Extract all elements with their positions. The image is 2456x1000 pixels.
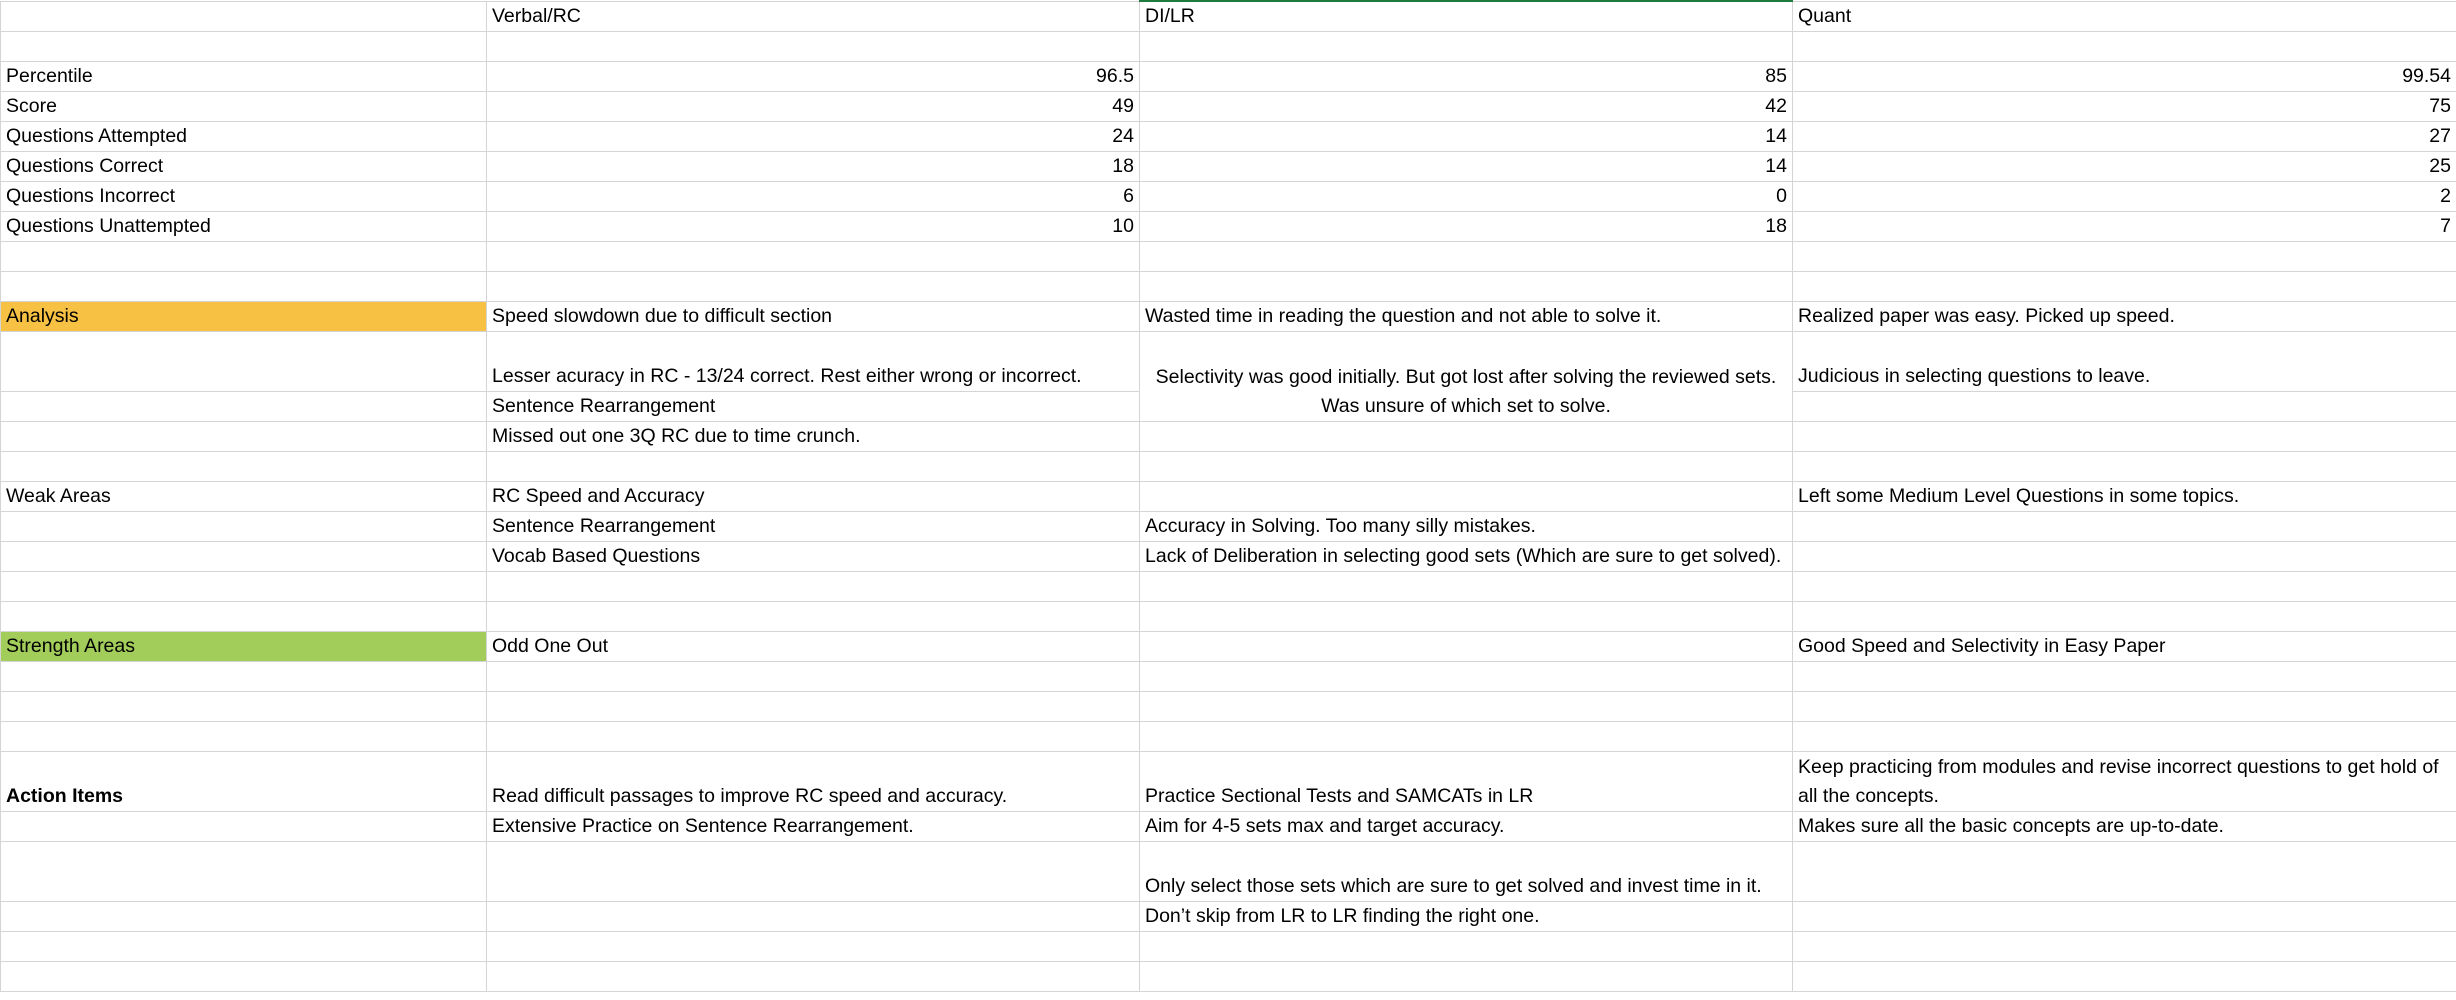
metric-value-quant[interactable]: 2 bbox=[1793, 182, 2456, 212]
action-verbal-cell[interactable]: Read difficult passages to improve RC speed and accuracy. bbox=[487, 752, 1140, 812]
blank-row bbox=[1, 662, 2456, 692]
empty-cell[interactable] bbox=[1793, 602, 2456, 632]
empty-cell[interactable] bbox=[1140, 422, 1793, 452]
strength-areas-label[interactable]: Strength Areas bbox=[1, 632, 487, 662]
analysis-quant-cell[interactable]: Judicious in selecting questions to leave. bbox=[1793, 332, 2456, 392]
empty-cell[interactable] bbox=[1, 452, 487, 482]
weak-areas-label[interactable]: Weak Areas bbox=[1, 482, 487, 512]
weak-areas-row bbox=[1, 542, 2456, 572]
action-items-row bbox=[1, 812, 2456, 842]
metric-value-verbal[interactable]: 49 bbox=[487, 92, 1140, 122]
column-header-quant[interactable]: Quant bbox=[1793, 1, 2456, 32]
empty-cell[interactable] bbox=[1793, 902, 2456, 932]
metric-value-dilr[interactable]: 18 bbox=[1140, 212, 1793, 242]
empty-cell[interactable] bbox=[1140, 482, 1793, 512]
action-quant-cell[interactable]: Keep practicing from modules and revise incorrect questions to get hold of all the concepts. bbox=[1793, 752, 2456, 812]
empty-cell[interactable] bbox=[1793, 662, 2456, 692]
metric-value-quant[interactable]: 99.54 bbox=[1793, 62, 2456, 92]
empty-cell[interactable] bbox=[1, 602, 487, 632]
empty-cell[interactable] bbox=[1793, 272, 2456, 302]
analysis-row bbox=[1, 422, 2456, 452]
metric-label[interactable]: Questions Attempted bbox=[1, 122, 487, 152]
empty-cell[interactable] bbox=[1, 662, 487, 692]
empty-cell[interactable] bbox=[1793, 542, 2456, 572]
empty-cell[interactable] bbox=[487, 692, 1140, 722]
metric-label[interactable]: Questions Unattempted bbox=[1, 212, 487, 242]
empty-cell[interactable] bbox=[1793, 722, 2456, 752]
empty-cell[interactable] bbox=[487, 242, 1140, 272]
analysis-dilr-cell[interactable]: Selectivity was good initially. But got lost after solving the reviewed sets. Was unsure of which set to solve. bbox=[1140, 332, 1793, 422]
metric-value-dilr[interactable]: 85 bbox=[1140, 62, 1793, 92]
empty-cell[interactable] bbox=[1140, 962, 1793, 992]
empty-cell[interactable] bbox=[487, 842, 1140, 902]
empty-cell[interactable] bbox=[487, 932, 1140, 962]
empty-cell[interactable] bbox=[487, 272, 1140, 302]
empty-cell[interactable] bbox=[1, 962, 487, 992]
empty-cell[interactable] bbox=[487, 572, 1140, 602]
empty-cell[interactable] bbox=[1140, 932, 1793, 962]
weak-dilr-cell[interactable]: Lack of Deliberation in selecting good sets (Which are sure to get solved). bbox=[1140, 542, 1793, 572]
empty-cell[interactable] bbox=[1, 902, 487, 932]
metric-value-dilr[interactable]: 42 bbox=[1140, 92, 1793, 122]
metric-value-dilr[interactable]: 14 bbox=[1140, 122, 1793, 152]
empty-cell[interactable] bbox=[1140, 452, 1793, 482]
empty-cell[interactable] bbox=[1793, 572, 2456, 602]
analysis-dilr-cell[interactable]: Wasted time in reading the question and not able to solve it. bbox=[1140, 302, 1793, 332]
weak-dilr-cell[interactable]: Accuracy in Solving. Too many silly mistakes. bbox=[1140, 512, 1793, 542]
metric-value-verbal[interactable]: 10 bbox=[487, 212, 1140, 242]
empty-cell[interactable] bbox=[1140, 572, 1793, 602]
weak-quant-cell[interactable]: Left some Medium Level Questions in some topics. bbox=[1793, 482, 2456, 512]
empty-cell[interactable] bbox=[1140, 662, 1793, 692]
analysis-verbal-cell[interactable]: Missed out one 3Q RC due to time crunch. bbox=[487, 422, 1140, 452]
empty-cell[interactable] bbox=[1, 932, 487, 962]
weak-areas-row bbox=[1, 512, 2456, 542]
empty-cell[interactable] bbox=[1, 332, 487, 392]
empty-cell[interactable] bbox=[487, 32, 1140, 62]
action-dilr-cell[interactable]: Practice Sectional Tests and SAMCATs in LR bbox=[1140, 752, 1793, 812]
empty-cell[interactable] bbox=[1, 272, 487, 302]
analysis-row bbox=[1, 302, 2456, 332]
analysis-verbal-cell[interactable]: Lesser acuracy in RC - 13/24 correct. Rest either wrong or incorrect. bbox=[487, 332, 1140, 392]
weak-verbal-cell[interactable]: Vocab Based Questions bbox=[487, 542, 1140, 572]
blank-row bbox=[1, 602, 2456, 632]
metric-label[interactable]: Questions Incorrect bbox=[1, 182, 487, 212]
strength-quant-cell[interactable]: Good Speed and Selectivity in Easy Paper bbox=[1793, 632, 2456, 662]
empty-cell[interactable] bbox=[1, 242, 487, 272]
empty-cell[interactable] bbox=[1, 512, 487, 542]
strength-verbal-cell[interactable]: Odd One Out bbox=[487, 632, 1140, 662]
empty-cell[interactable] bbox=[1793, 962, 2456, 992]
action-dilr-cell[interactable]: Don’t skip from LR to LR finding the right one. bbox=[1140, 902, 1793, 932]
empty-cell[interactable] bbox=[1, 392, 487, 422]
empty-cell[interactable] bbox=[1793, 452, 2456, 482]
empty-cell[interactable] bbox=[487, 962, 1140, 992]
empty-cell[interactable] bbox=[1140, 272, 1793, 302]
column-header-dilr[interactable]: DI/LR bbox=[1140, 1, 1793, 32]
empty-cell[interactable] bbox=[1140, 632, 1793, 662]
empty-cell[interactable] bbox=[1140, 692, 1793, 722]
weak-verbal-cell[interactable]: Sentence Rearrangement bbox=[487, 512, 1140, 542]
action-items-row bbox=[1, 752, 2456, 812]
empty-cell[interactable] bbox=[1793, 392, 2456, 422]
metric-row-attempted bbox=[1, 122, 2456, 152]
empty-cell[interactable] bbox=[1793, 32, 2456, 62]
metric-row-unattempted bbox=[1, 212, 2456, 242]
metric-row-score bbox=[1, 92, 2456, 122]
analysis-quant-cell[interactable]: Realized paper was easy. Picked up speed. bbox=[1793, 302, 2456, 332]
metric-label[interactable]: Score bbox=[1, 92, 487, 122]
metric-label[interactable]: Questions Correct bbox=[1, 152, 487, 182]
metric-value-quant[interactable]: 75 bbox=[1793, 92, 2456, 122]
empty-cell[interactable] bbox=[487, 722, 1140, 752]
metric-row-incorrect bbox=[1, 182, 2456, 212]
blank-row bbox=[1, 962, 2456, 992]
strength-areas-row bbox=[1, 632, 2456, 662]
action-items-row bbox=[1, 842, 2456, 902]
metric-row-correct bbox=[1, 152, 2456, 182]
metric-value-verbal[interactable]: 18 bbox=[487, 152, 1140, 182]
blank-row bbox=[1, 272, 2456, 302]
empty-cell[interactable] bbox=[1140, 602, 1793, 632]
metric-value-quant[interactable]: 25 bbox=[1793, 152, 2456, 182]
empty-cell[interactable] bbox=[1, 722, 487, 752]
analysis-label[interactable]: Analysis bbox=[1, 302, 487, 332]
empty-cell[interactable] bbox=[1, 32, 487, 62]
empty-cell[interactable] bbox=[1793, 512, 2456, 542]
empty-cell[interactable] bbox=[1, 812, 487, 842]
empty-cell[interactable] bbox=[1, 572, 487, 602]
blank-row bbox=[1, 932, 2456, 962]
column-header-verbal[interactable]: Verbal/RC bbox=[487, 1, 1140, 32]
empty-cell[interactable] bbox=[1793, 842, 2456, 902]
metric-value-quant[interactable]: 27 bbox=[1793, 122, 2456, 152]
metric-value-dilr[interactable]: 14 bbox=[1140, 152, 1793, 182]
empty-cell[interactable] bbox=[1793, 932, 2456, 962]
metric-row-percentile bbox=[1, 62, 2456, 92]
action-dilr-cell[interactable]: Aim for 4-5 sets max and target accuracy. bbox=[1140, 812, 1793, 842]
empty-cell[interactable] bbox=[1793, 692, 2456, 722]
empty-cell[interactable] bbox=[487, 452, 1140, 482]
metric-label[interactable]: Percentile bbox=[1, 62, 487, 92]
header-cell-empty[interactable] bbox=[1, 1, 487, 32]
metric-value-dilr[interactable]: 0 bbox=[1140, 182, 1793, 212]
empty-cell[interactable] bbox=[487, 662, 1140, 692]
empty-cell[interactable] bbox=[1, 692, 487, 722]
weak-verbal-cell[interactable]: RC Speed and Accuracy bbox=[487, 482, 1140, 512]
empty-cell[interactable] bbox=[1140, 722, 1793, 752]
blank-row bbox=[1, 692, 2456, 722]
blank-row bbox=[1, 452, 2456, 482]
empty-cell[interactable] bbox=[1, 422, 487, 452]
blank-row bbox=[1, 722, 2456, 752]
empty-cell[interactable] bbox=[1793, 422, 2456, 452]
action-dilr-cell[interactable]: Only select those sets which are sure to get solved and invest time in it. bbox=[1140, 842, 1793, 902]
empty-cell[interactable] bbox=[1140, 32, 1793, 62]
blank-row bbox=[1, 32, 2456, 62]
empty-cell[interactable] bbox=[487, 602, 1140, 632]
blank-row bbox=[1, 572, 2456, 602]
action-verbal-cell[interactable]: Extensive Practice on Sentence Rearrangement. bbox=[487, 812, 1140, 842]
empty-cell[interactable] bbox=[1793, 242, 2456, 272]
empty-cell[interactable] bbox=[487, 902, 1140, 932]
metric-value-verbal[interactable]: 6 bbox=[487, 182, 1140, 212]
metric-value-verbal[interactable]: 24 bbox=[487, 122, 1140, 152]
analysis-verbal-cell[interactable]: Sentence Rearrangement bbox=[487, 392, 1140, 422]
empty-cell[interactable] bbox=[1140, 242, 1793, 272]
weak-areas-row bbox=[1, 482, 2456, 512]
analysis-verbal-cell[interactable]: Speed slowdown due to difficult section bbox=[487, 302, 1140, 332]
empty-cell[interactable] bbox=[1, 542, 487, 572]
metric-value-quant[interactable]: 7 bbox=[1793, 212, 2456, 242]
header-row bbox=[1, 1, 2456, 32]
action-items-row bbox=[1, 902, 2456, 932]
analysis-row bbox=[1, 332, 2456, 392]
metric-value-verbal[interactable]: 96.5 bbox=[487, 62, 1140, 92]
action-quant-cell[interactable]: Makes sure all the basic concepts are up-to-date. bbox=[1793, 812, 2456, 842]
blank-row bbox=[1, 242, 2456, 272]
action-items-label[interactable]: Action Items bbox=[1, 752, 487, 812]
empty-cell[interactable] bbox=[1, 842, 487, 902]
